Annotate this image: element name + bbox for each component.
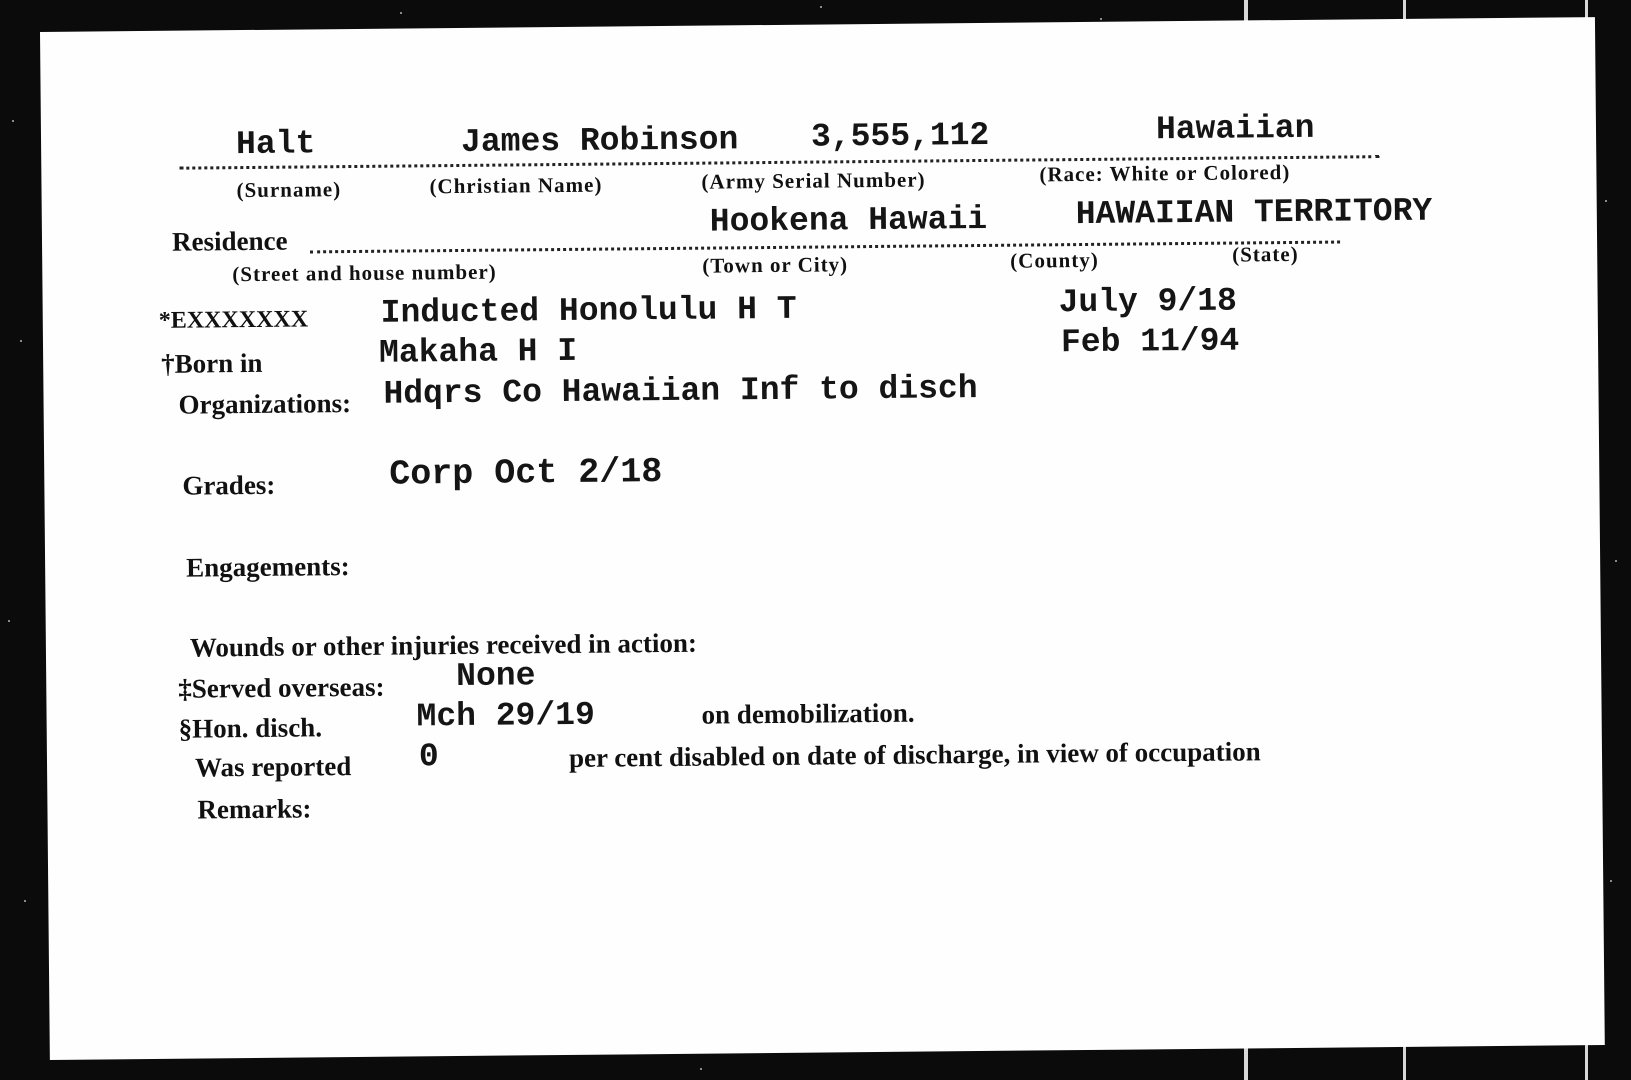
scan-speck [1615,560,1617,562]
reported-label: Was reported [194,751,352,783]
born-date: Feb 11/94 [1060,322,1240,362]
wounds-label: Wounds or other injuries received in action: [189,627,698,663]
organizations-value: Hdqrs Co Hawaiian Inf to disch [383,370,978,413]
enlisted-label: *EXXXXXXX [158,306,309,334]
town-caption: (Town or City) [702,252,849,278]
serial-number-value: 3,555,112 [810,116,990,156]
served-overseas-value: None [456,657,536,696]
county-caption: (County) [1010,247,1099,273]
scan-speck [400,12,402,14]
scan-speck [1605,200,1607,202]
street-caption: (Street and house number) [232,259,497,287]
grades-value: Corp Oct 2/18 [389,452,663,495]
reported-suffix: per cent disabled on date of discharge, in view of occupation [568,736,1261,773]
christian-name-caption: (Christian Name) [429,172,603,199]
service-record-card [40,17,1605,1060]
residence-label: Residence [171,225,288,257]
grades-label: Grades: [182,469,276,501]
born-value: Makaha H I [378,332,578,372]
discharge-value: Mch 29/19 [416,696,595,736]
remarks-label: Remarks: [197,793,312,825]
surname-value: Halt [235,125,316,164]
engagements-label: Engagements: [186,551,350,583]
residence-town-value: Hookena Hawaii [709,200,988,241]
state-caption: (State) [1232,241,1299,267]
serial-number-caption: (Army Serial Number) [701,167,926,194]
race-caption: (Race: White or Colored) [1039,160,1291,187]
born-label: †Born in [161,347,263,379]
enlisted-value: Inducted Honolulu H T [380,290,797,332]
scan-speck [820,6,822,8]
reported-value: 0 [418,738,439,776]
enlisted-date: July 9/18 [1058,282,1238,322]
scan-speck [1100,18,1102,20]
scan-speck [20,340,22,342]
served-overseas-label: ‡Served overseas: [178,671,385,704]
discharge-suffix: on demobilization. [701,697,915,730]
scan-speck [24,900,26,902]
surname-caption: (Surname) [236,177,342,203]
discharge-label: §Hon. disch. [178,712,323,744]
residence-state-value: HAWAIIAN TERRITORY [1075,192,1433,234]
scan-speck [12,120,14,122]
race-value: Hawaiian [1155,109,1315,149]
scan-speck [8,620,10,622]
christian-name-value: James Robinson [460,121,739,161]
scan-speck [700,1068,702,1070]
organizations-label: Organizations: [178,388,352,420]
scan-speck [1610,880,1612,882]
